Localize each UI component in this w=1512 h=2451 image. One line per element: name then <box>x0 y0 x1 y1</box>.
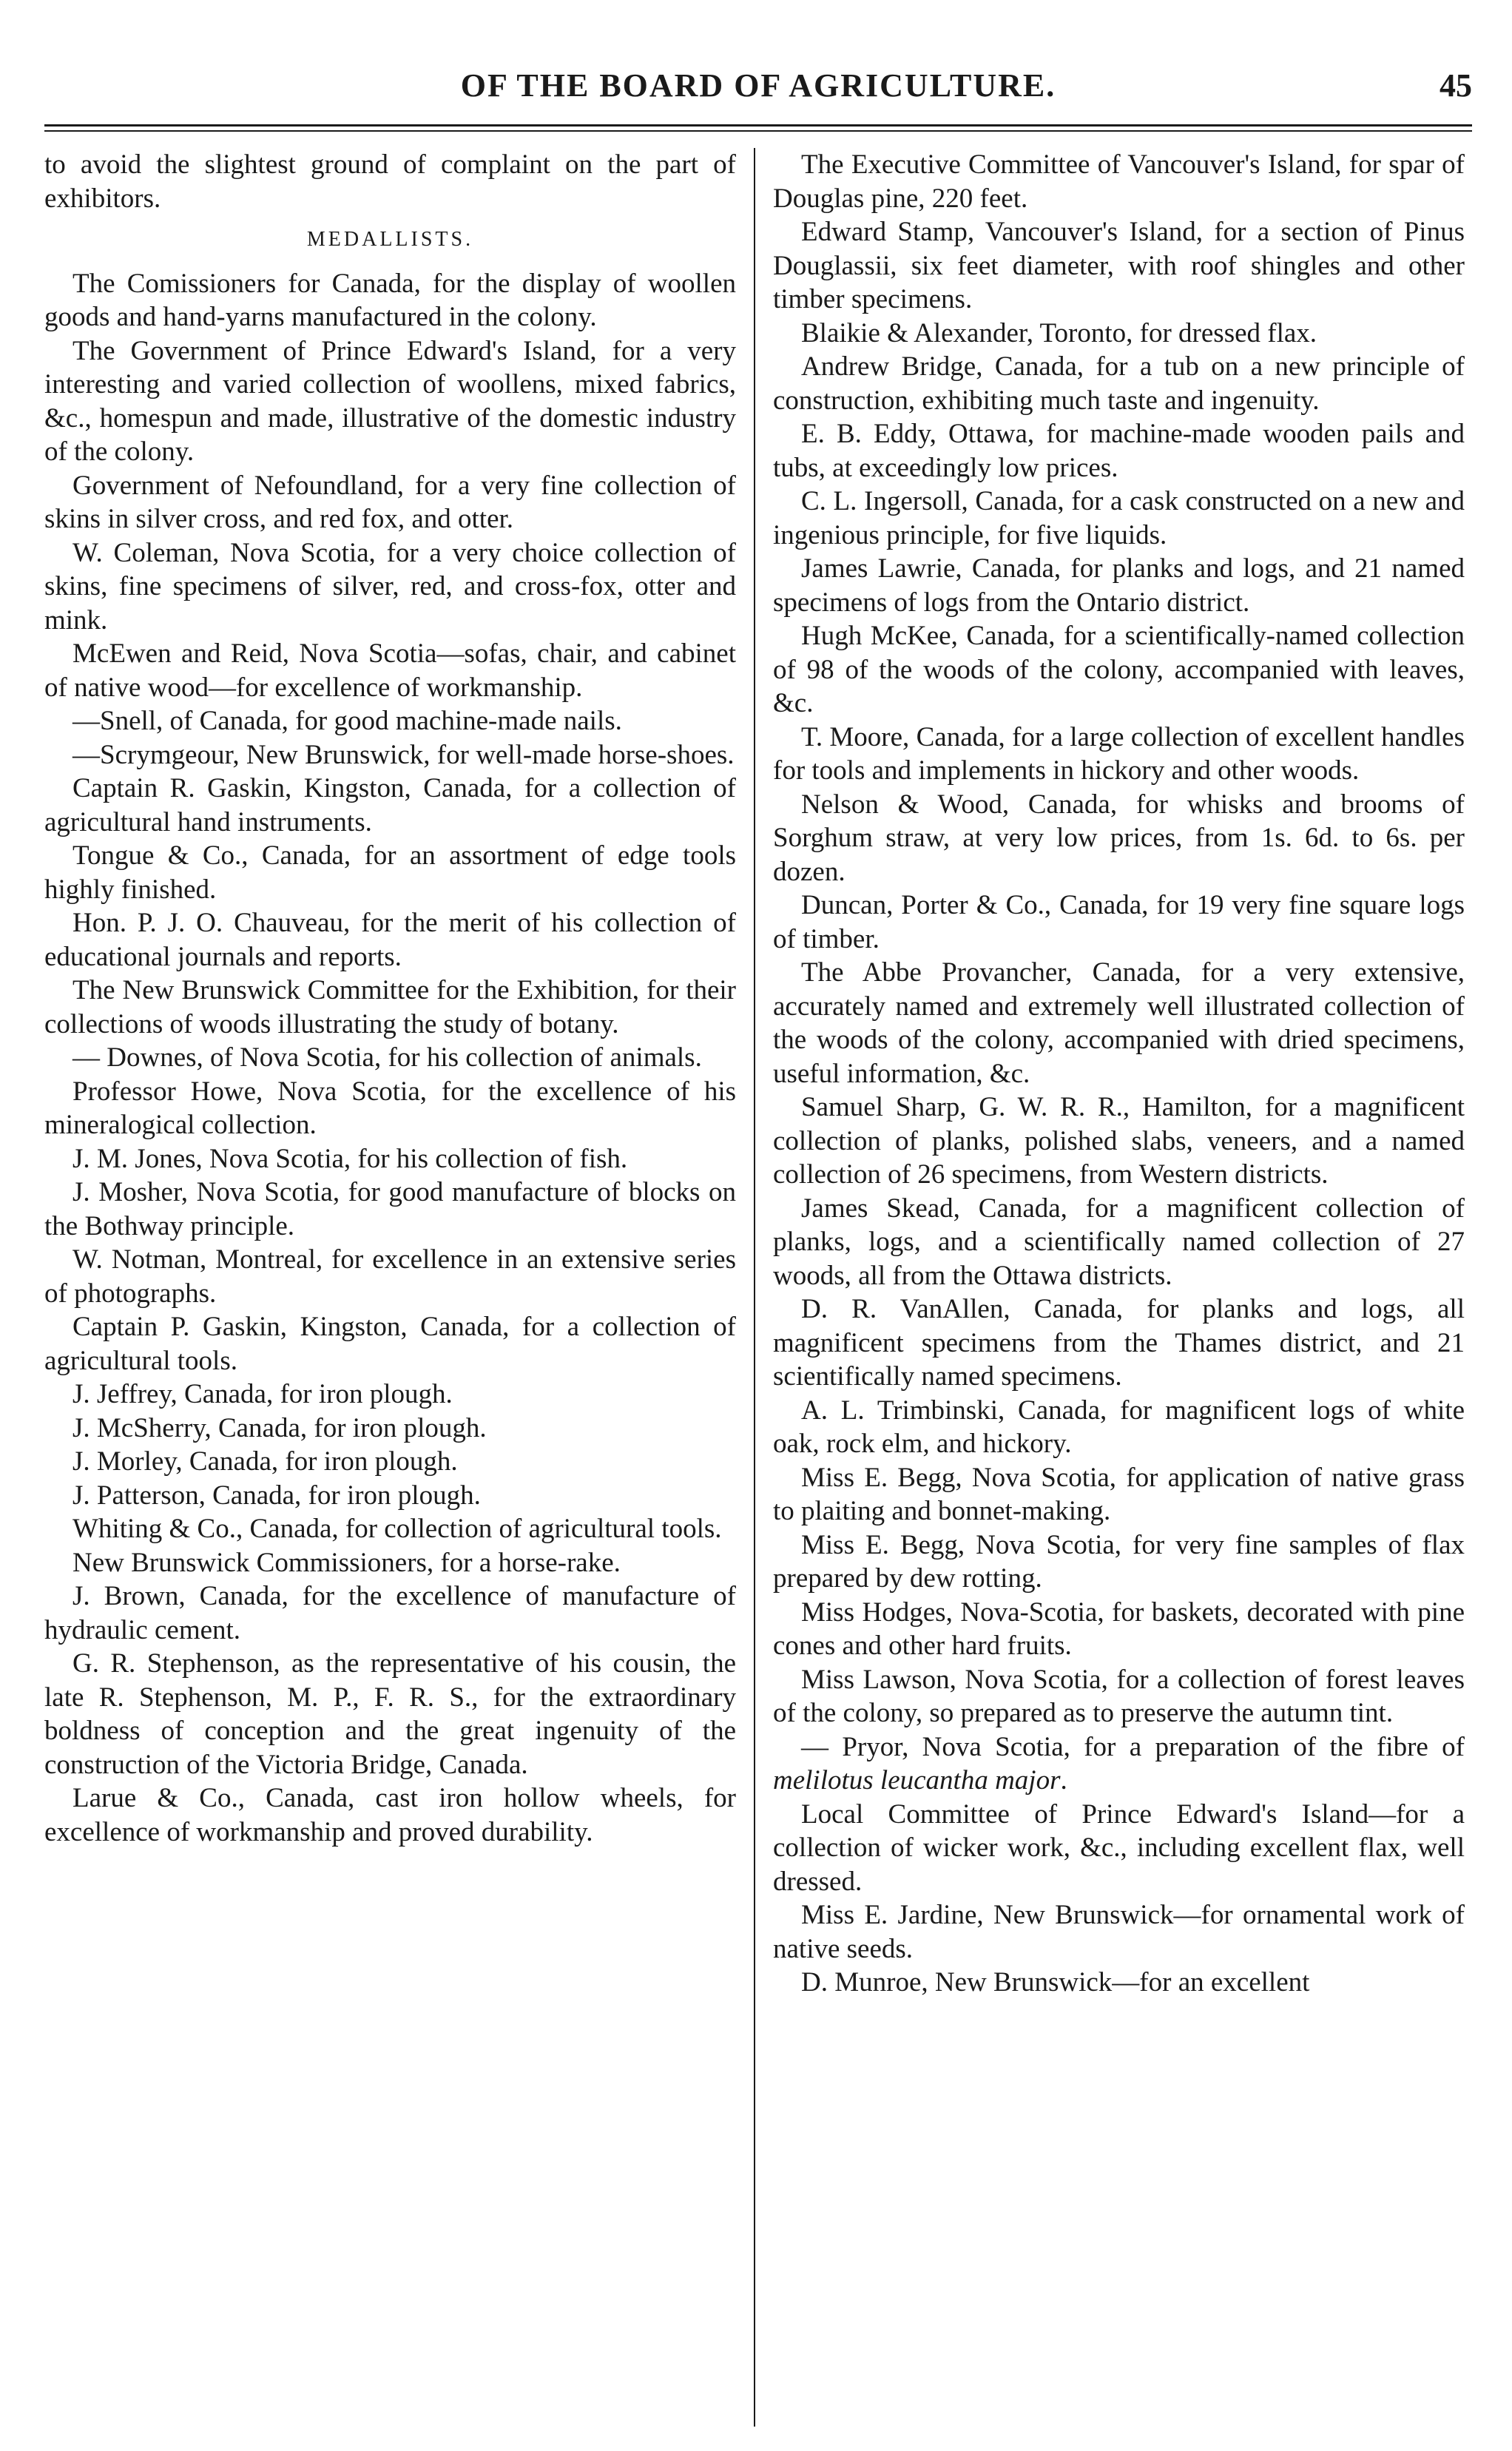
medallist-entry: Samuel Sharp, G. W. R. R., Hamilton, for a magnificent collection of planks, polished slabs, veneers, and a named collection of 26 specimens, from Western districts. <box>773 1092 1465 1190</box>
pryor-suffix: . <box>1060 1765 1067 1796</box>
running-title: OF THE BOARD OF AGRICULTURE. <box>460 67 1056 104</box>
medallist-entry: W. Notman, Montreal, for excellence in an extensive series of photographs. <box>44 1244 736 1309</box>
medallist-entry: J. Patterson, Canada, for iron plough. <box>72 1480 481 1511</box>
medallist-entry: Tongue & Co., Canada, for an assortment of edge tools highly finished. <box>44 840 736 905</box>
medallist-entry: The Government of Prince Edward's Island, for a very interesting and varied collection of woollens, mixed fabrics, &c., homespun and made, illustrative of the domestic industry of the colony. <box>44 335 736 467</box>
medallist-entry: Whiting & Co., Canada, for collection of agricultural tools. <box>72 1514 722 1544</box>
medallist-entry: Captain P. Gaskin, Kingston, Canada, for a collection of agricultural tools. <box>44 1312 736 1376</box>
right-entries-after <box>773 1798 1465 2000</box>
medallist-entry: J. M. Jones, Nova Scotia, for his collection of fish. <box>72 1143 628 1174</box>
section-heading: MEDALLISTS. <box>306 228 474 251</box>
medallist-entry: J. McSherry, Canada, for iron plough. <box>72 1412 487 1443</box>
medallist-entry: J. Jeffrey, Canada, for iron plough. <box>72 1379 453 1409</box>
left-column <box>44 148 754 2427</box>
medallist-entry: G. R. Stephenson, as the representative of his cousin, the late R. Stephenson, M. P., F. R. S., for the extraordinary boldness of conception and the great ingenuity of the construction of the Victoria Bridge, Canada. <box>44 1648 736 1780</box>
medallist-entry: McEwen and Reid, Nova Scotia—sofas, chair, and cabinet of native wood—for excellence of workmanship. <box>44 638 736 703</box>
medallist-entry: Hon. P. J. O. Chauveau, for the merit of his collection of educational journals and reports. <box>44 908 736 972</box>
right-column <box>755 148 1465 2427</box>
medallist-entry: James Skead, Canada, for a magnificent collection of planks, logs, and a scientifically named collection of 27 woods, all from the Ottawa districts. <box>773 1193 1465 1291</box>
medallist-entry: Miss Lawson, Nova Scotia, for a collection of forest leaves of the colony, so prepared as to preserve the autumn tint. <box>773 1664 1465 1728</box>
pryor-species: melilotus leucantha major <box>773 1765 1061 1796</box>
left-entries <box>44 267 736 1850</box>
medallist-entry: Professor Howe, Nova Scotia, for the excellence of his mineralogical collection. <box>44 1076 736 1140</box>
medallist-entry: Miss E. Begg, Nova Scotia, for very fine samples of flax prepared by dew rotting. <box>773 1529 1465 1594</box>
medallist-entry: Miss E. Begg, Nova Scotia, for application of native grass to plaiting and bonnet-making. <box>773 1462 1465 1526</box>
medallist-entry: The Executive Committee of Vancouver's Island, for spar of Douglas pine, 220 feet. <box>773 149 1465 214</box>
medallist-entry: D. R. VanAllen, Canada, for planks and logs, all magnificent specimens from the Thames district, and 21 scientifically named specimens. <box>773 1294 1465 1392</box>
medallist-entry: A. L. Trimbinski, Canada, for magnificent logs of white oak, rock elm, and hickory. <box>773 1395 1465 1459</box>
medallist-entry: E. B. Eddy, Ottawa, for machine-made wooden pails and tubs, at exceedingly low prices. <box>773 419 1465 483</box>
medallist-entry: Duncan, Porter & Co., Canada, for 19 very fine square logs of timber. <box>773 890 1465 954</box>
medallist-entry: J. Brown, Canada, for the excellence of manufacture of hydraulic cement. <box>44 1581 736 1645</box>
header-rule-bottom <box>44 130 1472 132</box>
medallist-entry: Nelson & Wood, Canada, for whisks and brooms of Sorghum straw, at very low prices, from 1s. 6d. to 6s. per dozen. <box>773 789 1465 887</box>
pryor-entry <box>773 1730 1465 1798</box>
medallist-entry: Local Committee of Prince Edward's Island—for a collection of wicker work, &c., including excellent flax, well dressed. <box>773 1798 1465 1897</box>
medallist-entry: New Brunswick Commissioners, for a horse-rake. <box>72 1547 621 1578</box>
intro-paragraph: to avoid the slightest ground of complaint on the part of exhibitors. <box>44 149 736 214</box>
text-columns <box>44 148 1472 2427</box>
medallist-entry: The Comissioners for Canada, for the display of woollen goods and hand-yarns manufactured in the colony. <box>44 268 736 332</box>
medallist-entry: Captain R. Gaskin, Kingston, Canada, for a collection of agricultural hand instruments. <box>44 773 736 837</box>
page-header <box>44 67 1472 126</box>
medallist-entry: Larue & Co., Canada, cast iron hollow wheels, for excellence of workmanship and proved durability. <box>44 1783 736 1847</box>
medallist-entry: Hugh McKee, Canada, for a scientifically-named collection of 98 of the woods of the colony, accompanied with leaves, &c. <box>773 621 1465 718</box>
medallist-entry: —Scrymgeour, New Brunswick, for well-made horse-shoes. <box>72 739 735 770</box>
pryor-prefix: — Pryor, Nova Scotia, for a preparation of the fibre of <box>801 1731 1465 1762</box>
medallist-entry: —Snell, of Canada, for good machine-made nails. <box>72 706 622 736</box>
medallist-entry: Edward Stamp, Vancouver's Island, for a section of Pinus Douglassii, six feet diameter, with roof shingles and other timber specimens. <box>773 217 1465 314</box>
medallist-entry: The Abbe Provancher, Canada, for a very extensive, accurately named and extremely well illustrated collection of the woods of the colony, accompanied with dried specimens, useful information, &c. <box>773 957 1465 1089</box>
medallist-entry: The New Brunswick Committee for the Exhibition, for their collections of woods illustrating the study of botany. <box>44 975 736 1039</box>
medallist-entry: — Downes, of Nova Scotia, for his collection of animals. <box>72 1042 702 1073</box>
medallist-entry: W. Coleman, Nova Scotia, for a very choice collection of skins, fine specimens of silver, red, and cross-fox, otter and mink. <box>44 537 736 635</box>
medallist-entry: Andrew Bridge, Canada, for a tub on a new principle of construction, exhibiting much taste and ingenuity. <box>773 351 1465 416</box>
medallist-entry: D. Munroe, New Brunswick—for an excellent <box>801 1967 1310 1997</box>
medallist-entry: J. Mosher, Nova Scotia, for good manufacture of blocks on the Bothway principle. <box>44 1177 736 1241</box>
medallist-entry: James Lawrie, Canada, for planks and logs, and 21 named specimens of logs from the Ontario district. <box>773 553 1465 618</box>
page-number: 45 <box>1440 67 1472 104</box>
medallist-entry: J. Morley, Canada, for iron plough. <box>72 1446 458 1477</box>
right-entries <box>773 148 1465 1730</box>
medallist-entry: Government of Nefoundland, for a very fine collection of skins in silver cross, and red fox, and otter. <box>44 470 736 534</box>
page <box>44 67 1472 2427</box>
medallist-entry: Miss Hodges, Nova-Scotia, for baskets, decorated with pine cones and other hard fruits. <box>773 1597 1465 1661</box>
medallist-entry: Miss E. Jardine, New Brunswick—for ornamental work of native seeds. <box>773 1900 1465 1964</box>
medallist-entry: C. L. Ingersoll, Canada, for a cask constructed on a new and ingenious principle, for five liquids. <box>773 486 1465 550</box>
medallist-entry: Blaikie & Alexander, Toronto, for dressed flax. <box>801 317 1317 348</box>
medallist-entry: T. Moore, Canada, for a large collection of excellent handles for tools and implements in hickory and other woods. <box>773 721 1465 786</box>
header-rule-top <box>44 124 1472 127</box>
